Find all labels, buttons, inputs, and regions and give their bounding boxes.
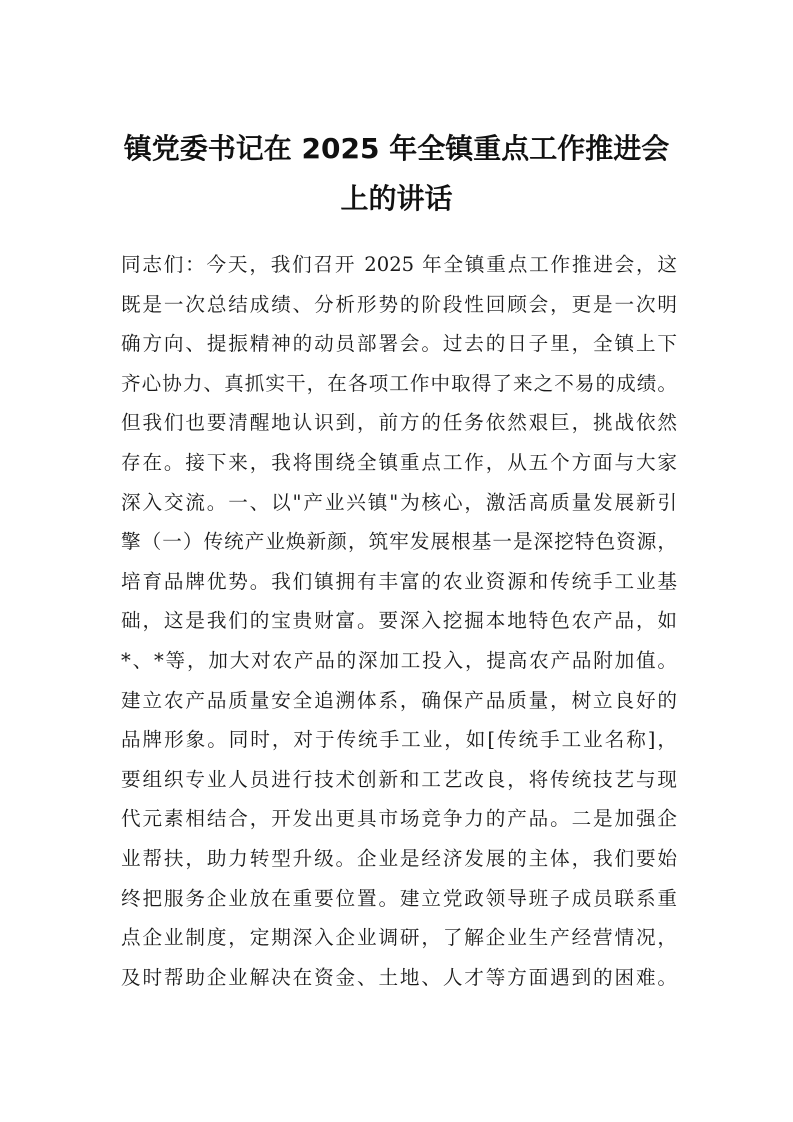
body-line: 培育品牌优势。我们镇拥有丰富的农业资源和传统手工业基 [121,569,677,593]
body-line: 业帮扶，助力转型升级。企业是经济发展的主体，我们要始 [121,846,677,870]
body-line: 确方向、提振精神的动员部署会。过去的日子里，全镇上下 [121,332,677,356]
body-line: 同志们：今天，我们召开 2025 年全镇重点工作推进会，这 [121,253,677,276]
body-line: 但我们也要清醒地认识到，前方的任务依然艰巨，挑战依然 [121,411,677,435]
body-line: 点企业制度，定期深入企业调研，了解企业生产经营情况， [121,926,677,950]
body-line: 既是一次总结成绩、分析形势的阶段性回顾会，更是一次明 [121,292,677,316]
body-line: 齐心协力、真抓实干，在各项工作中取得了来之不易的成绩。 [121,371,677,395]
body-line: 要组织专业人员进行技术创新和工艺改良，将传统技艺与现 [121,767,677,791]
title-line-1: 镇党委书记在 2025 年全镇重点工作推进会 [123,132,670,165]
body-line: 深入交流。一、以"产业兴镇"为核心，激活高质量发展新引 [121,490,677,514]
body-line: 础，这是我们的宝贵财富。要深入挖掘本地特色农产品，如 [121,609,677,633]
body-line: 建立农产品质量安全追溯体系，确保产品质量，树立良好的 [121,688,677,712]
speech-body [121,245,677,997]
body-line: 终把服务企业放在重要位置。建立党政领导班子成员联系重 [121,886,677,910]
body-line: 存在。接下来，我将围绕全镇重点工作，从五个方面与大家 [121,450,677,474]
document-title [110,124,683,224]
title-line-2: 上的讲话 [340,182,453,215]
body-line: 代元素相结合，开发出更具市场竞争力的产品。二是加强企 [121,807,677,831]
body-line: 品牌形象。同时，对于传统手工业，如[传统手工业名称]， [121,728,677,752]
body-line: 及时帮助企业解决在资金、土地、人才等方面遇到的困难。 [121,965,677,989]
body-line: 擎（一）传统产业焕新颜，筑牢发展根基一是深挖特色资源， [121,530,677,554]
body-line: *、*等，加大对农产品的深加工投入，提高农产品附加值。 [121,648,677,672]
